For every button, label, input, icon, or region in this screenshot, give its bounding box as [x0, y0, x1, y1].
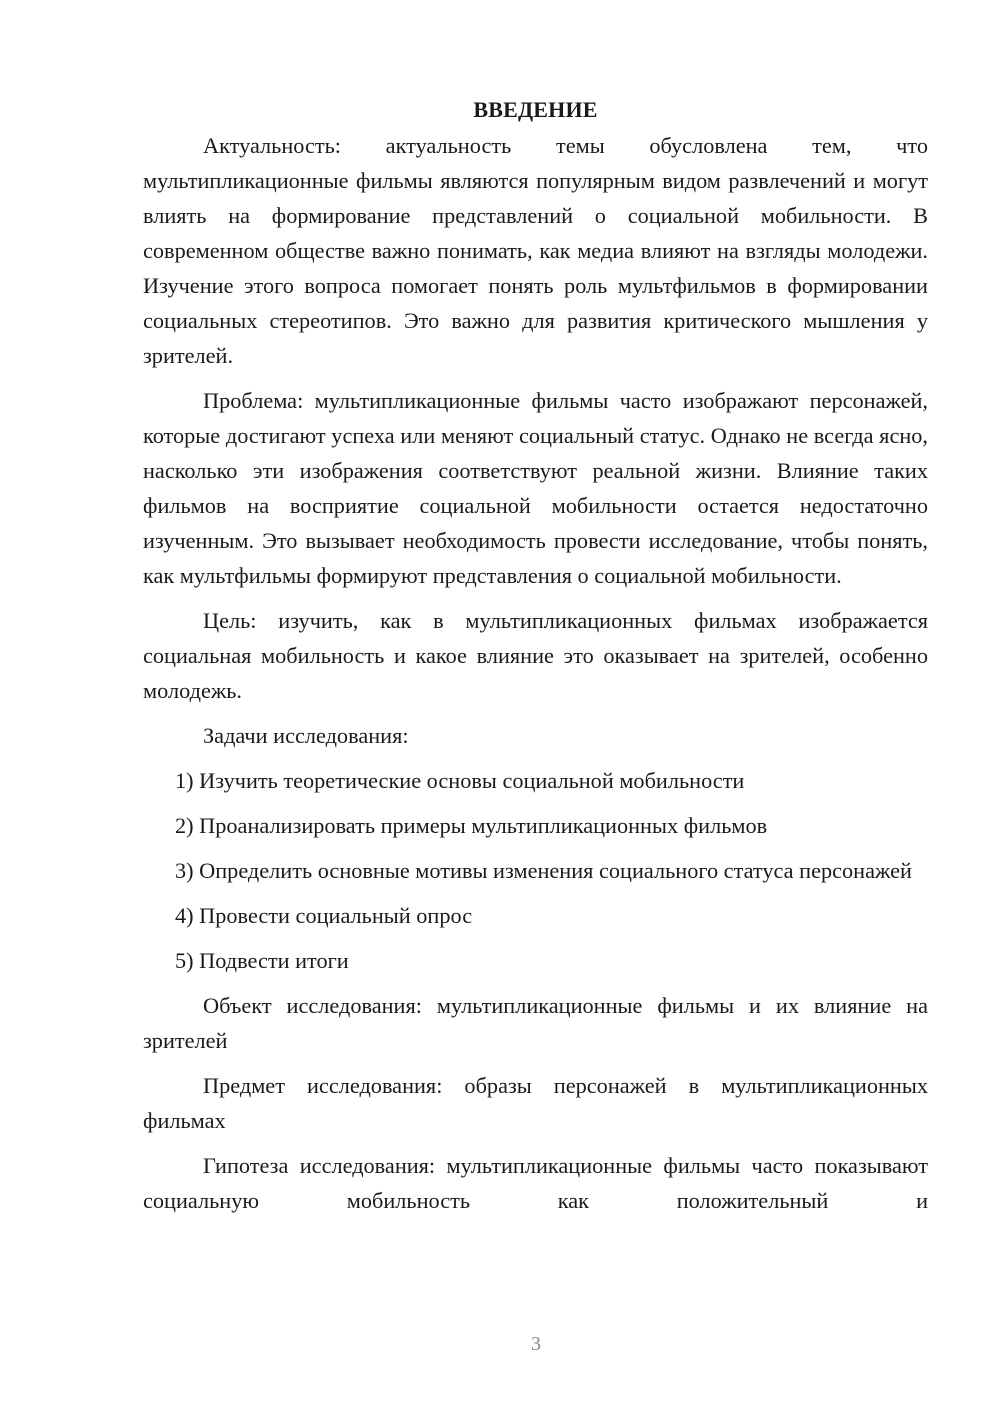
hypothesis-paragraph: Гипотеза исследования: мультипликационные фильмы часто показывают социальную мобильность как положительный и [143, 1153, 928, 1213]
relevance-paragraph: Актуальность: актуальность темы обусловлена тем, что мультипликационные фильмы являются популярным видом развлечений и могут влиять на формирование представлений о социальной мобильности. В современном обществе важно понимать, как медиа влияют на взгляды молодежи. Изучение этого вопроса помогает понять роль мультфильмов в формировании социальных стереотипов. Это важно для развития критического мышления у зрителей. [143, 133, 928, 368]
task-item: 3) Определить основные мотивы изменения социального статуса персонажей [175, 858, 912, 883]
task-item: 2) Проанализировать примеры мультипликационных фильмов [175, 813, 768, 838]
section-title: ВВЕДЕНИЕ [473, 97, 598, 122]
tasks-heading: Задачи исследования: [203, 723, 409, 748]
goal-paragraph: Цель: изучить, как в мультипликационных фильмах изображается социальная мобильность и какое влияние это оказывает на зрителей, особенно молодежь. [143, 608, 928, 703]
task-item: 4) Провести социальный опрос [175, 903, 473, 928]
object-paragraph: Объект исследования: мультипликационные фильмы и их влияние на зрителей [143, 993, 928, 1053]
problem-paragraph: Проблема: мультипликационные фильмы часто изображают персонажей, которые достигают успеха или меняют социальный статус. Однако не всегда ясно, насколько эти изображения соответствуют реальной жизни. Влияние таких фильмов на восприятие социальной мобильности остается недостаточно изученным. Это вызывает необходимость провести исследование, чтобы понять, как мультфильмы формируют представления о социальной мобильности. [143, 388, 928, 588]
task-item: 1) Изучить теоретические основы социальной мобильности [175, 768, 745, 793]
task-item: 5) Подвести итоги [175, 948, 349, 973]
subject-paragraph: Предмет исследования: образы персонажей в мультипликационных фильмах [143, 1073, 928, 1133]
page-number: 3 [531, 1333, 541, 1355]
document-page [143, 92, 928, 1228]
